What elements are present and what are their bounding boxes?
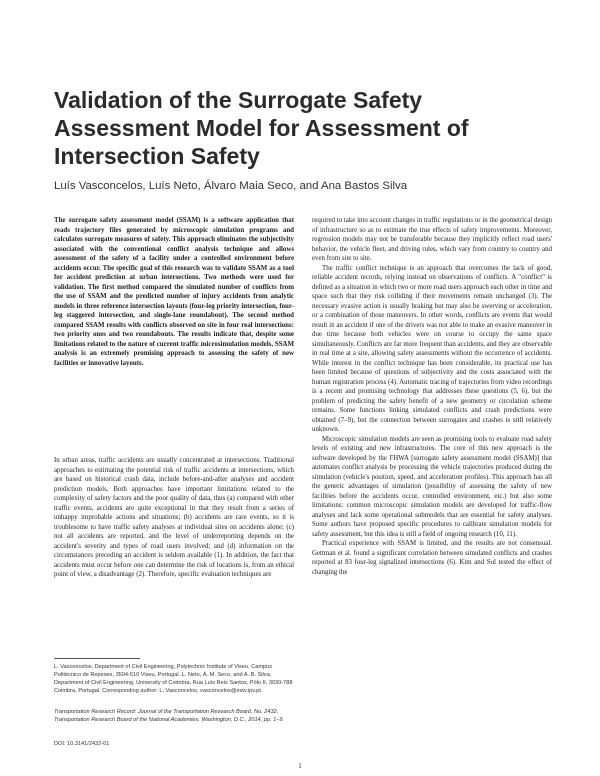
doi: DOI: 10.3141/2432-01 [54, 741, 110, 747]
left-column-body [54, 456, 294, 580]
body-paragraph: Microscopic simulation models are seen as promising tools to evaluate road safety levels of existing and new infrastructures. The core of this new approach is the software developed by the FHWA [surrogate safety assessment model (SSAM)] that automates conflict analysis by processing the vehicle trajectories produced during the simulation (vehicle's position, speed, and acceleration profiles). This approach has all the generic advantages of simulation (possibility of assessing the safety of new facilities before the accidents occur, controlled environment, etc.) but also some limitations: common microscopic simulation models are developed for traffic-flow analyses and lack some operational submodels that are essential for safety analyses. Some authors have proposed specific procedures to calibrate simulation models for safety assessment, but this idea is still a field of ongoing research (10, 11). [312, 435, 552, 538]
author-list: Luís Vasconcelos, Luís Neto, Álvaro Maia Seco, and Ana Bastos Silva [54, 180, 408, 192]
abstract-text: The surrogate safety assessment model (SSAM) is a software application that reads trajectory files generated by microscopic simulation programs and calculates surrogate measures of safety. This approach eliminates the subjectivity associated with the conventional conflict analysis technique and allows assessment of the safety of a facility under a controlled environment before accidents occur. The specific goal of this research was to validate SSAM as a tool for accident prediction at urban intersections. Two methods were used for validation. The first method compared the simulated number of conflicts from the use of SSAM and the predicted number of injury accidents from analytic models in three reference intersection layouts (four-leg priority intersection, four-leg staggered intersection, and single-lane roundabout). The second method compared SSAM results with conflicts observed on site in four real intersections: two priority ones and two roundabouts. The results indicate that, despite some limitations related to the nature of current traffic microsimulation models, SSAM analysis is an extremely promising approach to assessing the safety of new facilities or innovative layouts. [54, 217, 294, 367]
author-affiliation-footnote: L. Vasconcelos, Department of Civil Engineering, Polytechnic Institute of Viseu, Campus Politécnico de Repeses, 3504-510 Viseu, Portugal. L. Neto, Á. M. Seco, and A. B. Silva, Department of Civil Engineering, University of Coimbra, Rua Luís Reis Santos, Pólo II, 3030-788 Coimbra, Portugal. Corresponding author: L. Vasconcelos, vasconcelos@estv.ipv.pt. [54, 664, 293, 694]
abstract [54, 216, 294, 368]
journal-citation: Transportation Research Record: Journal of the Transportation Research Board, No. 2432, Transportation Research Board of the National Academies, Washington, D.C., 2014, pp. 1–9. [54, 709, 284, 723]
body-paragraph: The traffic conflict technique is an approach that overcomes the lack of good, reliable accident records, relying instead on observations of conflicts. A "conflict" is defined as a situation in which two or more road users approach each other in time and space such that they risk colliding if their movements remain unchanged (3). The necessary evasive action is usually braking but may also be swerving or acceleration, or a combination of those maneuvers. In other words, conflicts are events that would result in an accident if one of the drivers was not able to make an evasive maneuver in due time because both vehicles were on course to occupy the same space simultaneously. Conflicts are far more frequent than accidents, and they are observable in real time at a site, allowing safety assessments without the occurrence of accidents. While interest in the conflict technique has been considerable, its practical use has been limited because of questions of subjectivity and the costs associated with the human registration process (4). Automatic tracing of trajectories from video recordings is a recent and promising technology that addresses these questions (5, 6), but the problem of predicting the safety benefit of a new geometry or circulation scheme remains. Some functions linking simulated conflicts and crash predictions were obtained (7–9), but the connection between surrogates and crashes is still relatively unknown. [312, 264, 552, 433]
right-column-body [312, 216, 552, 577]
body-paragraph: required to take into account changes in traffic regulations or in the geometrical design of infrastructure so as to estimate the true effects of safety improvements. Moreover, regression models may not be transferable because they implicitly reflect road users' behavior, the vehicle fleet, and driving rules, which vary from country to country and even from site to site. [312, 217, 552, 262]
body-paragraph: Practical experience with SSAM is limited, and the results are not consensual. Gettman et al. found a significant correlation between simulated conflicts and crashes reported at 83 four-leg signalized intersections (6). Kim and Sul tested the effect of changing the [312, 540, 552, 576]
paper-title: Validation of the Surrogate Safety Assessment Model for Assessment of Intersection Safety [54, 87, 469, 169]
footnote-divider [54, 658, 140, 659]
page-number: 1 [298, 762, 302, 770]
intro-paragraph: In urban areas, traffic accidents are usually concentrated at intersections. Traditional approaches to estimating the potential risk of traffic accidents at intersections, which are based on historical crash data, include before-and-after analyses and accident prediction models. Both approaches have important limitations related to the complexity of safety factors and the poor quality of data, thus (a) compared with other traffic events, accidents are quite exceptional in that they result from a series of unhappy improbable actions and situations; (b) accidents are rare events, so it is troublesome to have traffic safety analyses at individual sites on accidents alone; (c) not all accidents are reported, and the level of underreporting depends on the accident's severity and types of road users involved; and (d) information on the circumstances preceding an accident is seldom available (1). In addition, the fact that accidents must occur before one can determine the risk of locations is, from an ethical point of view, a disadvantage (2). Therefore, specific evaluation techniques are [54, 457, 294, 578]
